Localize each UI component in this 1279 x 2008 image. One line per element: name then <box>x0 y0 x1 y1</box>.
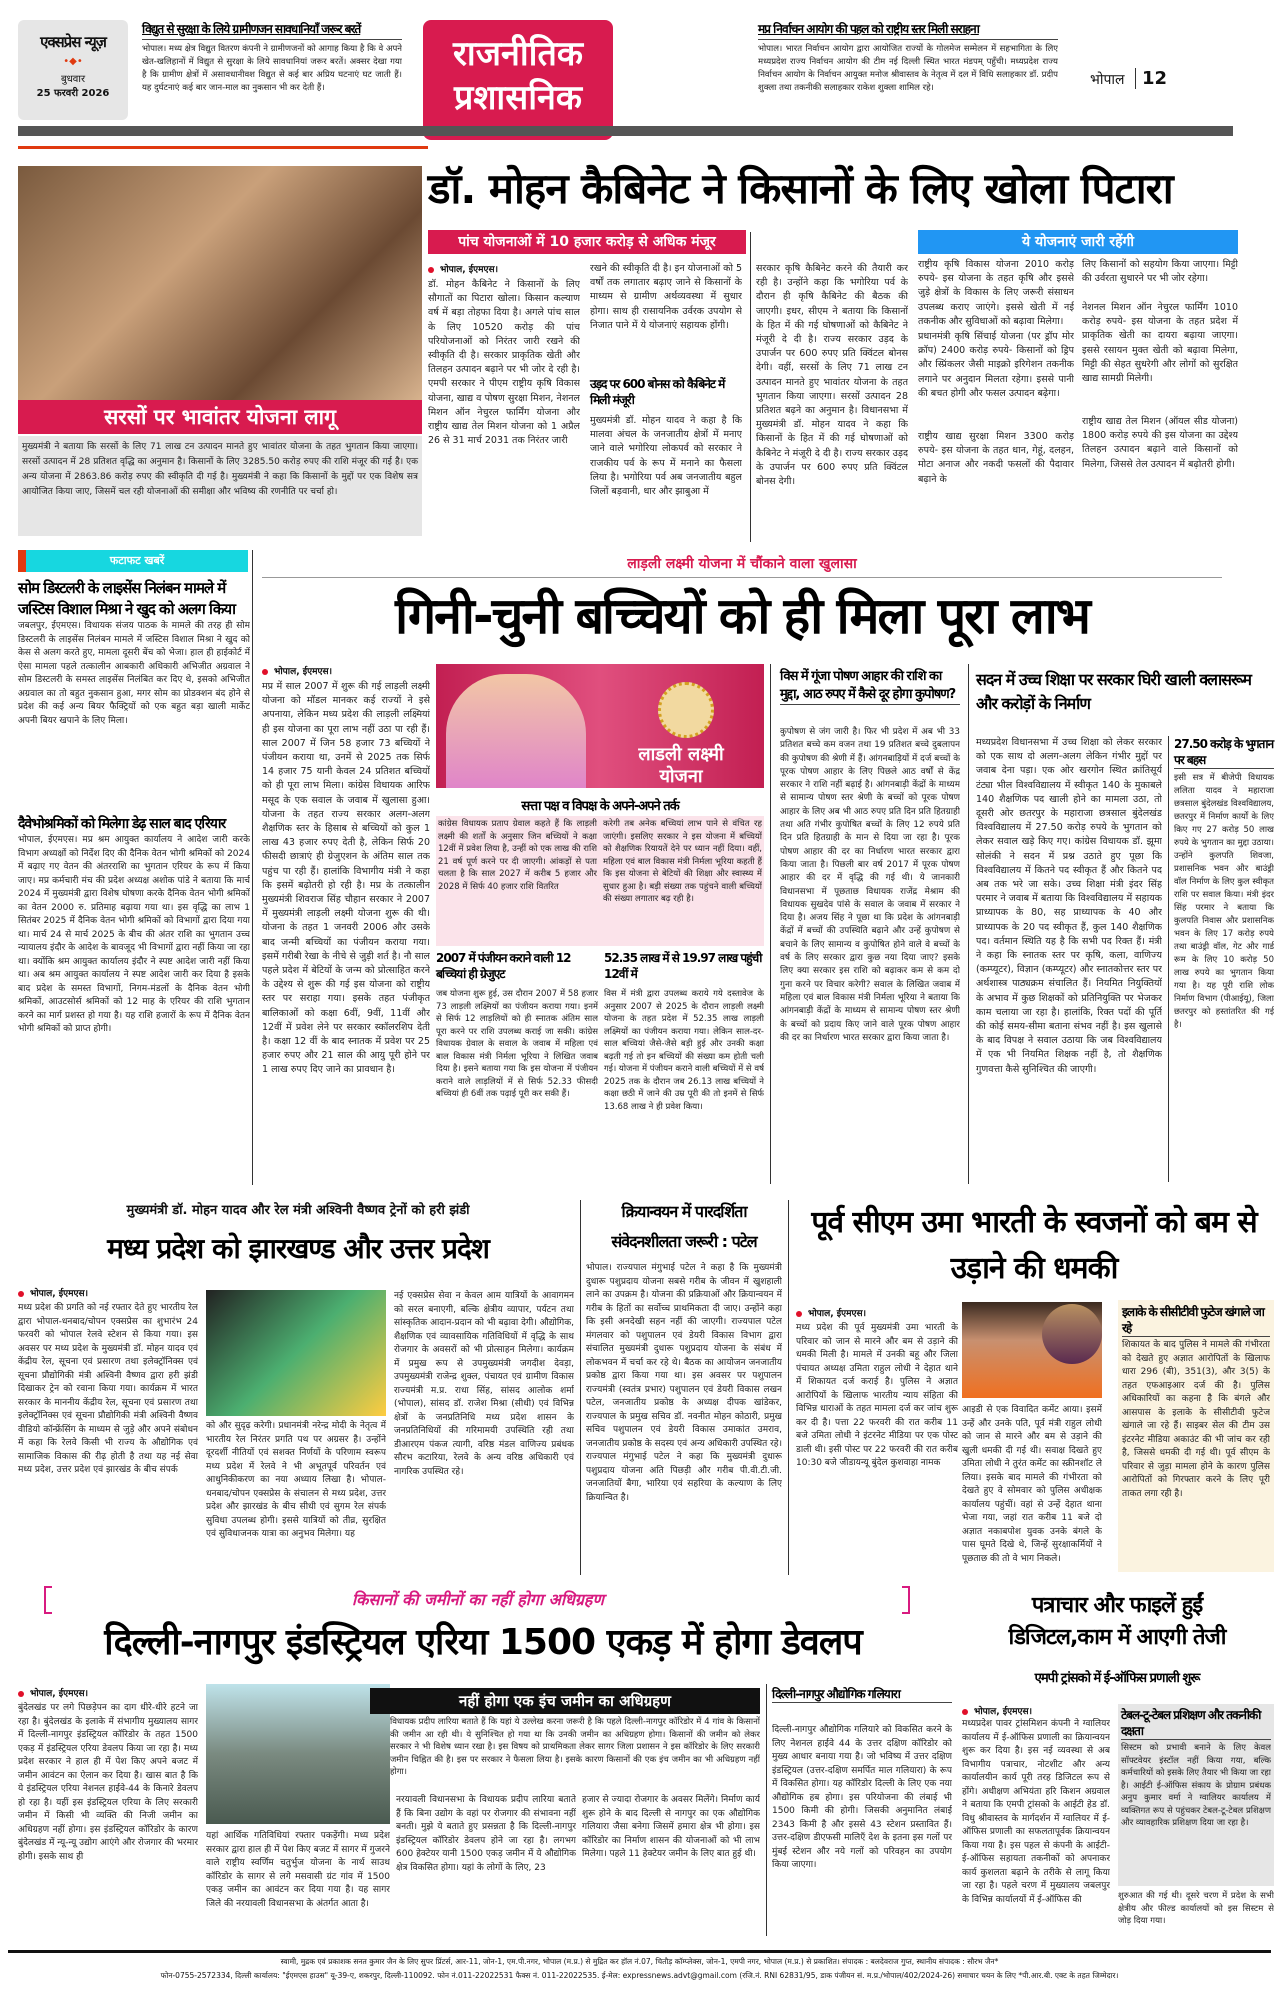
header-rule-red <box>18 146 428 149</box>
lead-headline: डॉ. मोहन कैबिनेट ने किसानों के लिए खोला पिटारा <box>428 164 1173 213</box>
brief-title: मप्र निर्वाचन आयोग की पहल को राष्ट्रीय स्तर मिली सराहना <box>758 20 1058 40</box>
uma-headline: पूर्व सीएम उमा भारती के स्वजनों को बम से उड़ाने की धमकी <box>811 1205 1257 1286</box>
divider <box>968 664 969 1184</box>
industrial-photo <box>206 1684 390 1824</box>
cabinet-photo <box>18 166 422 402</box>
section-badge <box>423 20 613 140</box>
section-line1: राजनीतिक <box>453 34 583 74</box>
bullet-icon <box>796 1311 802 1317</box>
quick-body-1: जबलपुर, ईएमएस। विधायक संजय पाठक के मामले की तरह ही सोम डिस्टलरी के लाइसेंस निलंबन मामले में जस्टिस विशाल मिश्रा ने खुद को केस से अलग करते हुए, मामला दूसरी बेंच को भेजा। हाल ही हाईकोर्ट में ऐसा मामला पहले तत्कालीन आबकारी अधिकारी अभिजीत अग्रवाल ने सोम डिस्टलरी के समस्त लाइसेंस निलंबित कर दिए थे, इसको अभिजीत अग्रवाल का तो बहुत नुकसान हुआ, मगर सोम का प्रोडक्शन बंद होने से प्रदेश की कई अन्य बियर फैक्ट्रियों को एक बहुत बड़ा खाली मार्केट अपनी बियर खपाने के लिए मिला। <box>18 621 250 726</box>
brief-body: भोपाल। भारत निर्वाचन आयोग द्वारा आयोजित राज्यों के गोलमेज सम्मेलन में सहभागिता के लिए मध्यप्रदेश राज्य निर्वाचन आयोग की टीम नई दिल्ली स्थित भारत मंडपम् पहुँची। मध्यप्रदेश राज्य निर्वाचन आयोग के निर्वाचन आयुक्त मनोज श्रीवास्तव के नेतृत्व में दल में विधि सलाहकार डॉ. प्रदीप शुक्ला तथा तकनीकी सलाहकार राकेश शुक्ला शामिल रहे। <box>758 44 1058 93</box>
patel-headline-1: क्रियान्वयन में पारदर्शिता <box>621 1202 747 1221</box>
imprint-line-2: फोन-0755-2572334, दिल्ली कार्यालय: "ईएमएस हाउस" यू-39-ए, शकरपुर, दिल्ली-110092. फोन नं.011-22022531 फैक्स नं. 011-22022535. ई-मेल: expressnews.advt@gmail.com (रजि.नं. RNI 62831/95, डाक पंजीयन सं. म.प्र./भोपाल/402/2024-26) समाचार चयन के लिए *पी.आर.बी. एक्ट के तहत जिम्मेदार। <box>160 1971 1119 1980</box>
eoffice-body: मध्यप्रदेश पावर ट्रांसमिशन कंपनी ने ग्वालियर कार्यालय में ई-ऑफिस प्रणाली का क्रियान्वयन शुरू कर दिया है। इस नई व्यवस्था से अब विभागीय पत्राचार, नोटशीट और अन्य कार्यालयीन कार्य पूरी तरह डिजिटल रूप से होंगे। अधीक्षण अभियंता हरि किशन अग्रवाल ने बताया कि एमपी ट्रांसको के आईटी हेड डॉ. विधु श्रीवास्तव के मार्गदर्शन में ग्वालियर में ई-ऑफिस प्रणाली का सफलतापूर्वक क्रियान्वयन किया गया है। इस पहल से कंपनी के आईटी-ई-ऑफिस सहायता तकनीकों को अपनाकर कार्य कुशलता बढ़ाने के तरीके से लागू किया जा रहा है। पहले चरण में मुख्यालय जबलपुर के विभिन्न कार्यालयों में ई-ऑफिस की <box>962 1719 1110 1905</box>
ladli-sub3: 52.35 लाख में से 19.97 लाख पहुंची 12वीं में <box>604 951 762 981</box>
lead-strap: पांच योजनाओं में 10 हजार करोड़ से अधिक मंजूर <box>428 230 746 254</box>
training-body: सिस्टम को प्रभावी बनाने के लिए केवल सॉफ्टवेयर इंस्टॉल नहीं किया गया, बल्कि कर्मचारियों को इसके लिए तैयार भी किया जा रहा है। आईटी ई-ऑफिस संकाय के प्रोग्राम प्रबंधक अनुप कुमार वर्मा ने ग्वालियर कार्यालय में व्यक्तिगत रूप से पहुंचकर टेबल-टू-टेबल प्रशिक्षण और व्यावहारिक प्रशिक्षण दिया जा रहा है। <box>1121 1743 1271 1828</box>
scheme-item: प्रधानमंत्री कृषि सिंचाई योजना (पर ड्रॉप मोर क्रॉप) 2400 करोड़ रुपये- किसानों को ड्रिप और स्प्रिंकलर जैसी माइक्रो इरिगेशन तकनीक लगाने पर अनुदान मिलता रहेगा। इससे पानी की बचत होगी और फसल उत्पादन बढ़ेगा। <box>918 331 1074 399</box>
brief-electricity <box>142 20 402 99</box>
photo-text: मुख्यमंत्री ने बताया कि सरसों के लिए 71 लाख टन उत्पादन मानते हुए भावांतर योजना के तहत भुगतान किया जाएगा। सरसों उत्पादन में 28 प्रतिशत वृद्धि का अनुमान है। किसानों के लिए 3285.50 करोड़ रुपए की राशि मंजूर की गई है। एक अन्य योजना में 2863.86 करोड़ रुपए की स्वीकृति दी गई है। मुख्यमंत्री ने कहा कि किसानों के मुद्दों पर एक विशेष सत्र आयोजित किया जाए, जिसमें चल रही योजनाओं की समीक्षा और भविष्य की रणनीति पर चर्चा हो। <box>18 436 422 536</box>
delhi-strap: नहीं होगा एक इंच जमीन का अधिग्रहण <box>370 1688 760 1714</box>
illustration-mother-child <box>446 674 586 788</box>
divider <box>252 550 253 1185</box>
quick-news-label: फटाफट खबरें <box>18 550 248 572</box>
page-location <box>1090 68 1167 89</box>
debate-box <box>436 816 764 946</box>
ladli-kicker: लाड़ली लक्ष्मी योजना में चौंकाने वाला खुलासा <box>262 554 1222 578</box>
divider <box>770 664 771 1184</box>
nutrition-headline: विस में गूंजा पोषण आहार की राशि का मुद्दा, आठ रुपए में कैसे दूर होगा कुपोषण? <box>780 668 960 705</box>
nutrition-body: कुपोषण से जंग जारी है। फिर भी प्रदेश में अब भी 33 प्रतिशत बच्चे कम वजन तथा 19 प्रतिशत बच्चे दुबलापन की कुपोषण की श्रेणी में हैं। आंगनबाड़ियों में दर्ज बच्चों के पूरक पोषण आहार के लिए पिछले आठ वर्षों से केंद्र सरकार ने राशि नहीं बढ़ाई है। आंगनबाड़ी केंद्रों के माध्यम से सामान्य पोषण स्तर श्रेणी के बच्चों को पूरक पोषण आहार के लिए अब भी आठ रुपए प्रति दिन प्रति हितग्राही तथा अति गंभीर कुपोषित बच्चों के लिए 12 रुपये प्रति दिन प्रति हितग्राही के मान से दिया जा रहा है। पूरक पोषण आहार की दर का निर्धारण भारत सरकार द्वारा किया जाता है। पिछली बार वर्ष 2017 में पूरक पोषण आहार की दर में वृद्धि की गई थी। ये जानकारी विधानसभा में पूछताछ विधायक राजेंद्र मेश्राम की विधायक सुखदेव पांसे के सवाल के जवाब में सरकार ने दिया है। अजय सिंह ने पूछा था कि प्रदेश के आंगनबाड़ी केंद्रों में बच्चों की उपस्थिति बढ़ाने और उन्हें कुपोषण से बचाने के लिए सामान्य व कुपोषित होने वाले वे बच्चों के वर्ष के लिए सरकार द्वारा कुछ नया दिया जाए? इसके लिए क्या सरकार इस राशि को बढ़ाकर कम से कम दो गुना करने पर विचार करेगी? सवाल के लिखित जवाब में महिला एवं बाल विकास मंत्री निर्मला भूरिया ने बताया कि आंगनबाड़ी केंद्रों के माध्यम से सामान्य पोषण स्तर श्रेणी के बच्चों को प्रदाय किए जाने वाले पूरक पोषण आहार की दर का निर्धारण भारत सरकार द्वारा किया जाता है। <box>780 727 960 1043</box>
brief-body: भोपाल। मध्य क्षेत्र विद्युत वितरण कंपनी ने ग्रामीणजनों को आगाह किया है कि वे अपने खेत-खलिहानों में विद्युत से सुरक्षा के लिये सावधानियां जरूर बरतें। अक्सर देखा गया है कि ग्रामीण क्षेत्रों में असावधानीवश विद्युत से कई बार अप्रिय घटनाएं घट जाती हैं। यह दुर्घटनाएं कई बार जान-माल का नुकसान भी कर देती हैं। <box>142 44 402 93</box>
imprint-line-1: स्वामी, मुद्रक एवं प्रकाशक सनत कुमार जैन के लिए सुपर प्रिंटर्स, आर-11, जोन-1, एम.पी.नगर, भोपाल (म.प्र.) से मुद्रित कर हॉल नं.07, चितौड़ कॉम्प्लेक्स, जोन-1, एमपी नगर, भोपाल (म.प्र.) से प्रकाशित। संपादक : बलदेवराज गुप्त, स्थानीय संपादक : सौरभ जैन* <box>280 1957 999 1966</box>
schemes-title: ये योजनाएं जारी रहेंगी <box>918 230 1238 254</box>
education-headline: सदन में उच्च शिक्षा पर सरकार घिरी खाली क्लासरूम और करोड़ों के निर्माण <box>976 670 1251 713</box>
bullet-icon <box>18 1691 24 1697</box>
scheme-item: राष्ट्रीय खाद्य सुरक्षा मिशन 3300 करोड़ रुपये- इस योजना के तहत धान, गेहूं, दलहन, मोटा अनाज और नकदी फसलों की पैदावार बढ़ाने के <box>918 431 1074 485</box>
trains-col3: नई एक्सप्रेस सेवा न केवल आम यात्रियों के आवागमन को सरल बनाएगी, बल्कि क्षेत्रीय व्यापार, पर्यटन तथा सांस्कृतिक आदान-प्रदान को भी बढ़ावा देगी। औद्योगिक, शैक्षणिक एवं व्यावसायिक गतिविधियों में वृद्धि के साथ रोजगार के अवसरों को भी प्रोत्साहन मिलेगा। कार्यक्रम में प्रमुख रूप से उपमुख्यमंत्री जगदीश देवड़ा, उपमुख्यमंत्री राजेन्द्र शुक्ल, पंचायत एवं ग्रामीण विकास राज्यमंत्री म.प्र. राधा सिंह, सांसद आलोक शर्मा (भोपाल), सांसद डॉ. राजेश मिश्रा (सीधी) एवं विभिन्न क्षेत्रों के जनप्रतिनिधि मध्य प्रदेश शासन के जनप्रतिनिधियों की गरिमामयी उपस्थिति रही तथा डीआरएम पंकज त्यागी, वरिष्ठ मंडल वाणिज्य प्रबंधक सौरभ कटारिया, रेलवे के अन्य वरिष्ठ अधिकारी एवं नागरिक उपस्थित रहे। <box>394 1291 574 1477</box>
education-side-title: 27.50 करोड़ के भुगतान पर बहस <box>1174 737 1274 767</box>
quick-title-1: सोम डिस्टलरी के लाइसेंस निलंबन मामले में जस्टिस विशाल मिश्रा ने खुद को अलग किया <box>18 579 235 618</box>
cctv-title: इलाके के सीसीटीवी फुटेज खंगाले जा रहे <box>1122 1304 1270 1337</box>
education-body: मध्यप्रदेश विधानसभा में उच्च शिक्षा को लेकर सरकार को एक साथ दो अलग-अलग लेकिन गंभीर मुद्दों पर जवाब देना पड़ा। एक ओर खरगोन स्थित क्रांतिसूर्य टंट्या भील विश्वविद्यालय में स्वीकृत 140 के मुकाबले 140 शैक्षणिक पद खाली होने का मामला उठा, तो दूसरी ओर छतरपुर के महाराजा छत्रसाल बुंदेलखंड विश्वविद्यालय में 27.50 करोड़ रुपये के भुगतान को लेकर सवाल खड़े किए गए। कांग्रेस विधायक डॉ. झूमा सोलंकी ने सदन में प्रश्न उठाते हुए पूछा कि विश्वविद्यालय में कितने पद स्वीकृत हैं और कितने पद अब तक भरे जा सके। उच्च शिक्षा मंत्री इंदर सिंह परमार ने जवाब में बताया कि विश्वविद्यालय में सहायक प्राध्यापक के 80, सह प्राध्यापक के 40 और प्राध्यापक के 20 पद स्वीकृत हैं, कुल 140 शैक्षणिक पद। वर्तमान स्थिति यह है कि सभी पद रिक्त हैं। मंत्री ने कहा कि स्नातक स्तर पर कृषि, कला, वाणिज्य (कम्प्यूटर), विज्ञान (कम्प्यूटर) और स्नातकोत्तर स्तर पर अर्थशास्त्र पाठ्यक्रम संचालित हैं। नियमित नियुक्तियों के अभाव में कुछ शिक्षकों को प्रतिनियुक्ति पर भेजकर काम चलाया जा रहा है। हालांकि, रिक्त पदों की पूर्ति की कोई समय-सीमा बताना संभव नहीं है। इस खुलासे के बाद विपक्ष ने सवाल उठाया कि जब विश्वविद्यालय में एक भी नियमित शिक्षक नहीं है, तो शैक्षणिक गुणवत्ता कैसे सुनिश्चित की जाएगी। <box>976 737 1162 1075</box>
ornament-icon: •◆• <box>63 56 83 67</box>
city-label: भोपाल <box>1090 72 1125 88</box>
eoffice-body-2: शुरुआत की गई थी। दूसरे चरण में प्रदेश के सभी क्षेत्रीय और फील्ड कार्यालयों को इस सिस्टम से जोड़ दिया गया। <box>1118 1891 1274 1926</box>
training-box <box>1118 1704 1274 1886</box>
scheme-item: राष्ट्रीय कृषि विकास योजना 2010 करोड़ रुपये- इस योजना के तहत कृषि और इससे जुड़े क्षेत्रों के विकास के लिए जरूरी संसाधन उपलब्ध कराए जाएंगे। इससे खेती में नई तकनीक और सुविधाओं को बढ़ावा मिलेगा। <box>918 259 1074 327</box>
footer-rule <box>8 1950 1271 1953</box>
ladli-sub2-body: जब योजना शुरू हुई, उस दौरान 2007 में 58 हजार 73 लाड़ली लक्ष्मियों का पंजीयन कराया गया। इनमें से सिर्फ 12 लाड़लियों को ही स्नातक अंतिम साल पूरा करने पर राशि उपलब्ध कराई जा सकी। कांग्रेस विधायक ग्रेवाल के सवाल के जवाब में महिला एवं बाल विकास मंत्री निर्मला भूरिया ने लिखित जवाब दिया है। इसने बताया गया कि इस योजना में पंजीयन कराने वाले लाड़लियों में से सिर्फ 52.33 फीसदी बच्चियां ही 6वीं तक पढ़ाई पूरी कर सकी हैं। <box>436 989 598 1099</box>
schemes-box <box>918 230 1238 542</box>
header-rule-gray <box>18 126 1233 136</box>
cctv-body: शिकायत के बाद पुलिस ने मामले की गंभीरता को देखते हुए अज्ञात आरोपितों के खिलाफ धारा 296 (बी), 351(3), और 3(5) के तहत एफआइआर दर्ज की है। पुलिस अधिकारियों का कहना है कि बंगले और आसपास के इलाके के सीसीटीवी फुटेज खंगाले जा रहे हैं। साइबर सेल की टीम उस इंटरनेट मीडिया अकाउंट की भी जांच कर रही है, जिससे धमकी दी गई थी। पूर्व सीएम के परिवार से जुड़ा मामला होने के कारण पुलिस आरोपितों को गिरफ्तार करने के लिए पूरी ताकत लगा रही है। <box>1122 1340 1270 1499</box>
bullet-icon <box>18 1291 24 1297</box>
lead-col1: डॉ. मोहन कैबिनेट ने किसानों के लिए सौगातों का पिटारा खोला। किसान कल्याण वर्ष में बड़ा तोहफा दिया है। अगले पांच साल के लिए 10520 करोड़ की पांच परियोजनाओं को निरंतर जारी रखने की स्वीकृति दी है। सरकार प्राकृतिक खेती और तिलहन उत्पादन बढ़ाने पर भी जोर दे रही है। एमपी सरकार ने पीएम राष्ट्रीय कृषि विकास योजना, खाद्य व पोषण सुरक्षा मिशन, नेशनल मिशन ऑन नेचुरल फार्मिंग योजना और राष्ट्रीय खाद्य तेल मिशन योजना को 1 अप्रैल 26 से 31 मार्च 2031 तक निरंतर जारी <box>428 279 580 447</box>
delhi-strap-body: विधायक प्रदीप लारिया बताते हैं कि यहां ये उल्लेख करना जरूरी है कि पहले दिल्ली-नागपुर कॉरिडोर में 4 गांव के किसानों की जमीन आ रही थी। ये सुनिश्चित हो गया था कि उनकी जमीन का अधिग्रहण होगा। किसानों की जमीन को लेकर सरकार ने भी विशेष ध्यान रखा है। इस विषय को प्राथमिकता लेकर सागर जिला प्रशासन ने इस कॉरिडोर के लिए सरकारी जमीन चिह्नित की है। इस पर सरकार ने फैसला लिया है। इसके कारण किसानों की एक इंच जमीन का भी अधिग्रहण नहीं होगा। <box>390 1716 760 1788</box>
uma-col1: मध्य प्रदेश की पूर्व मुख्यमंत्री उमा भारती के परिवार को जान से मारने और बम से उड़ाने की धमकी मिली है। मामले में उनकी बहू और जिला पंचायत अध्यक्ष उमिता राहुल लोधी ने देहात थाने में शिकायत दर्ज कराई है। पुलिस ने अज्ञात आरोपियों के खिलाफ भारतीय न्याय संहिता की विभिन्न धाराओं के तहत मामला दर्ज कर जांच शुरू कर दी है। पत्ता 22 फरवरी की रात करीब 11 बजे उमिता लोधी ने इंटरनेट मीडिया पर एक पोस्ट डाली थी। इसी पोस्ट पर 22 फरवरी की रात करीब 10:30 बजे जीडायन्यू बुंदेल कुशवाहा नामक <box>796 1323 958 1468</box>
divider <box>766 1684 767 1936</box>
scheme-item: लिए किसानों को सहयोग किया जाएगा। मिट्टी की उर्वरता सुधारने पर भी जोर रहेगा। <box>1082 259 1238 285</box>
debate-col1: कांग्रेस विधायक प्रताप ग्रेवाल कहते हैं कि लाड़ली लक्ष्मी की शर्तों के अनुसार जिन बच्चियों ने कक्षा 12वीं में प्रवेश लिया है, उन्हीं को एक लाख की राशि 21 वर्ष पूर्ण करने पर दी जाएगी। आंकड़ों से पता चलता है कि साल 2027 में करीब 5 हजार और 2028 में सिर्फ 40 हजार राशि वितरित <box>438 819 597 892</box>
scheme-item: राष्ट्रीय खाद्य तेल मिशन (ऑयल सीड योजना) 1800 करोड़ रुपये की इस योजना का उद्देश्य तिलहन उत्पादन बढ़ाने वाले किसानों को मिलेगा, जिससे तेल उत्पादन में बढ़ोतरी होगी। <box>1082 416 1238 470</box>
issue-date: 25 फरवरी 2026 <box>36 88 110 99</box>
divider <box>788 1200 789 1575</box>
brief-election <box>758 20 1058 99</box>
trains-headline: मध्य प्रदेश को झारखण्ड और उत्तर प्रदेश <box>107 1232 489 1265</box>
delhi-kicker: किसानों की जमीनों का नहीं होगा अधिग्रहण <box>352 1590 604 1609</box>
lead-col3: सरकार कृषि कैबिनेट करने की तैयारी कर रही है। उन्होंने कहा कि भगोरिया पर्व के दौरान ही कृषि कैबिनेट की बैठक की जाएगी। इधर, सीएम ने बताया कि किसानों के हित में की गई घोषणाओं को कैबिनेट ने मंजूरी दे दी है। राज्य सरकार उड़द के उपार्जन पर 600 रुपए प्रति क्विंटल बोनस देगी। वहीं, सरसों के लिए 71 लाख टन उत्पादन मानते हुए भावांतर योजना के तहत भुगतान किया जाएगा। सरसों उत्पादन 28 प्रतिशत बढ़ने का अनुमान है। विधानसभा में मुख्यमंत्री डॉ. मोहन यादव ने कहा कि किसानों के हित में की गई घोषणाओं को कैबिनेट ने मंजूरी दे दी है। राज्य सरकार उड़द के उपार्जन पर 600 रुपए प्रति क्विंटल बोनस देगी। <box>756 263 908 488</box>
divider <box>580 1200 581 1575</box>
training-title: टेबल-टू-टेबल प्रशिक्षण और तकनीकी दक्षता <box>1121 1707 1271 1740</box>
trains-col1: मध्य प्रदेश की प्रगति को नई रफ्तार देते हुए भारतीय रेल द्वारा भोपाल-धनबाद/चोपन एक्सप्रेस का शुभारंभ 24 फरवरी को भोपाल रेलवे स्टेशन से किया गया। इस अवसर पर मध्य प्रदेश के मुख्यमंत्री डॉ. मोहन यादव एवं केंद्रीय रेल, सूचना एवं प्रसारण तथा इलेक्ट्रॉनिक्स एवं सूचना प्रौद्योगिकी मंत्री अश्विनी वैष्णव द्वारा हरी झंडी दिखाकर ट्रेन को रवाना किया गया। कार्यक्रम में भारत सरकार के माननीय केंद्रीय रेल, सूचना एवं प्रसारण तथा इलेक्ट्रॉनिक्स एवं सूचना प्रौद्योगिकी मंत्री अश्विनी वैष्णव वीडियो कॉन्फ्रेंसिंग के माध्यम से जुड़े और अपने संबोधन में कहा कि रेलवे किसी भी राज्य के औद्योगिक एवं सामाजिक विकास की रीढ़ होती है तथा यह नई सेवा मध्य प्रदेश, उत्तर प्रदेश एवं झारखंड के बीच संपर्क <box>18 1303 198 1475</box>
section-line2: प्रशासनिक <box>453 78 583 118</box>
masthead-box <box>18 20 128 120</box>
quick-body-2: भोपाल, ईएमएस। मप्र श्रम आयुक्त कार्यालय ने आदेश जारी करके विभाग अध्यक्षों को निर्देश दिए की दैनिक वेतन भोगी श्रमिकों को 2024 में बढ़ाए गए वेतन की अंतरराशि का भुगतान एरियर के रूप में किया जाए। मप्र कर्मचारी मंच की प्रदेश अध्यक्ष अशोक पांडे ने बताया कि मार्च 2024 में मुख्यमंत्री द्वारा विशेष घोषणा करके दैनिक वेतन भोगी श्रमिकों का वेतन 2000 रु. प्रतिमाह बढ़ाया गया था। इस वृद्धि का लाभ 1 सितंबर 2025 में दैनिक वेतन भोगी श्रमिकों को विभागों द्वारा दिया गया था। मार्च 24 से मार्च 2025 के बीच की अंतर राशि का भुगतान उच्च न्यायालय इंदौर के आदेश के बावजूद भी विभागों द्वारा नहीं किया जा रहा था। क्योंकि श्रम आयुक्त कार्यालय इंदौर ने स्पष्ट आदेश जारी नहीं किया था। अब श्रम आयुक्त कार्यालय ने स्पष्ट आदेश जारी कर दिया है इसके बाद प्रदेश के समस्त विभागों, निगम-मंडलों के दैनिक वेतन भोगी श्रमिकों, आउटसोर्स श्रमिकों को 12 माह के एरियर की राशि भुगतान करने का मार्ग प्रशस्त हो गया है। यह राशि हजारों के रूप में दैनिक वेतन भोगी श्रमिकों को प्राप्त होगी। <box>18 835 250 1034</box>
bullet-icon <box>428 267 434 273</box>
bracket-left <box>44 1586 52 1614</box>
quick-title-2: दैवेभोश्रमिकों को मिलेगा डेढ़ साल बाद एरियार <box>18 816 226 832</box>
divider <box>750 232 751 542</box>
bracket-right <box>902 1586 910 1614</box>
corridor-title: दिल्ली-नागपुर औद्योगिक गलियारा <box>772 1686 952 1703</box>
uma-dateline: भोपाल, ईएमएस। <box>796 1306 866 1319</box>
ladli-col1: मप्र में साल 2007 में शुरू की गई लाड़ली लक्ष्मी योजना को मॉडल मानकर कई राज्यों ने इसे अपनाया, लेकिन मध्य प्रदेश की लाड़ली लक्ष्मियां ही इस योजना का पूरा लाभ नहीं उठा पा रही हैं। साल 2007 में जिन 58 हजार 73 बच्चियों ने पंजीयन कराया था, उनमें से 2025 तक सिर्फ 14 हजार 75 यानी केवल 24 प्रतिशत बच्चियों को ही पूरा लाभ मिला। कांग्रेस विधायक आरिफ मसूद के एक सवाल के जवाब में खुलासा हुआ। योजना के तहत राज्य सरकार अलग-अलग शैक्षणिक स्तर के हिसाब से बच्चियों को कुल 1 लाख 43 हजार रुपए देती है, लेकिन सिर्फ 20 फीसदी छात्राएं ही ग्रेजुएशन के अंतिम साल तक पहुंच पा रही हैं। हालांकि विभागीय मंत्री ने कहा कि इसमें बढ़ोतरी हो रही है। मप्र के तत्कालीन मुख्यमंत्री शिवराज सिंह चौहान सरकार ने 2007 में मुख्यमंत्री लाड़ली लक्ष्मी योजना शुरू की थी। योजना के तहत 1 जनवरी 2006 और उसके बाद जन्मी बच्चियों का पंजीयन कराया गया। इसमें गरीबी रेखा के नीचे से जुड़ी शर्त है। नौ साल पहले प्रदेश में बेटियों के जन्म को प्रोत्साहित करने के उद्देश्य से शुरू की गई इस योजना को राष्ट्रीय स्तर पर सराहा गया। इसके तहत पंजीकृत बालिकाओं को कक्षा 6वीं, 9वीं, 11वीं और 12वीं में प्रवेश लेने पर सरकार स्कॉलरशिप देती है। कक्षा 12 वीं के बाद स्नातक में प्रवेश पर 25 हजार रुपए और 21 साल की आयु पूरी होने पर 1 लाख रुपए दिए जाने का प्रावधान है। <box>262 681 430 1076</box>
photo-caption: सरसों पर भावांतर योजना लागू <box>18 400 422 434</box>
delhi-col1: बुंदेलखंड पर लगे पिछड़ेपन का दाग धीरे-धीरे हटने जा रहा है। बुंदेलखंड के इलाके में संभागीय मुख्यालय सागर में दिल्ली-नागपुर इंडस्ट्रियल कॉरिडोर के तहत 1500 एकड़ में इंडस्ट्रियल एरिया डेवलप किया जा रहा है। मध्य प्रदेश सरकार ने हाल ही में पेश किए अपने बजट में जमीन आवंटन का ऐलान कर दिया है। खास बात है कि ये इंडस्ट्रियल एरिया नेशनल हाईवे-44 के किनारे डेवलप हो रहा है। यहीं इस इंडस्ट्रियल एरिया के लिए सरकारी जमीन में किसी भी व्यक्ति की निजी जमीन का अधिग्रहण नहीं होगा। इस इंडस्ट्रियल कॉरिडोर के कारण बुंदेलखंड में न्यू-न्यू उद्योग आएंगे और रोजगार की भरमार होगी। इसके साथ ही <box>18 1703 198 1862</box>
debate-subhead: सत्ता पक्ष व विपक्ष के अपने-अपने तर्क <box>521 799 679 814</box>
eoffice-headline-2: डिजिटल,काम में आएगी तेजी <box>1008 1625 1226 1650</box>
image-label: लाडली लक्ष्मी <box>638 744 724 765</box>
trains-photo <box>206 1290 386 1416</box>
corridor-body: दिल्ली-नागपुर औद्योगिक गलियारे को विकसित करने के लिए नेशनल हाईवे 44 के उत्तर दक्षिण कॉरिडोर को मुख्य आधार बनाया गया है। जो भविष्य में उत्तर दक्षिण इंडस्ट्रियल (उत्तर-दक्षिण समर्पित माल गलियारा) के रूप में विकसित होगा। यह कॉरिडोर दिल्ली के लिए एक नया औद्योगिक हब होगा। इस परियोजना की लंबाई भी 1500 किमी की होगी। जिसकी अनुमानित लंबाई 2343 किमी है और इससे 43 स्टेशन प्रस्तावित हैं। उत्तर-दक्षिण डीएफसी मालिएँ देश के इतना इस गलों पर मुंबई स्टेशन और नये गलों को परिवहन का उपयोग किया जाएगा। <box>772 1725 952 1870</box>
ladli-dateline: भोपाल, ईएमएस। <box>262 664 332 677</box>
patel-body: भोपाल। राज्यपाल मंगुभाई पटेल ने कहा है कि मुख्यमंत्री दुधारू पशुप्रदाय योजना सबसे गरीब के जीवन में खुशहाली लाने का उपक्रम है। योजना की प्रक्रियाओं और क्रियान्वयन में गरीब के हितों का सर्वोच्च प्राथमिकता दी जाए। उन्होंने कहा कि इसी अनदेखी सहन नहीं की जाएगी। राज्यपाल पटेल मंगलवार को पशुपालन एवं डेयरी विकास विभाग द्वारा संचालित मुख्यमंत्री दुधारू पशुप्रदाय योजना के संबंध में लोकभवन में चर्चा कर रहे थे। बैठक का आयोजन जनजातीय प्रकोष्ठ द्वारा किया गया था। इस अवसर पर पशुपालन राज्यमंत्री (स्वतंत्र प्रभार) पशुपालन एवं डेयरी विकास लखन पटेल, जनजातीय प्रकोष्ठ के अध्यक्ष दीपक खांडेकर, राज्यपाल के प्रमुख सचिव डॉ. नवनीत मोहन कोठारी, प्रमुख सचिव पशुपालन एवं डेयरी विकास उमाकांत उमराव, जनजातीय प्रकोष्ठ के सदस्य एवं अन्य अधिकारी उपस्थित रहे। राज्यपाल मंगुभाई पटेल ने कहा कि मुख्यमंत्री दुधारू पशुप्रदाय योजना अति पिछड़ी और गरीब पी.वी.टी.जी. जनजातियों बैगा, भारिया एवं सहरिया के कल्याण के लिए क्रियान्वित है। <box>586 1263 782 1503</box>
image-label: योजना <box>659 766 703 787</box>
divider <box>1168 736 1169 1182</box>
trains-dateline: भोपाल, ईएमएस। <box>18 1286 88 1299</box>
delhi-col2: यहां आर्थिक गतिविधियां रफ्तार पकड़ेंगी। मध्य प्रदेश सरकार द्वारा हाल ही में पेश किए बजट में सागर में गुजरने वाले राष्ट्रीय स्वर्णिम चतुर्भुज योजना के नार्थ साउथ कॉरिडोर के सागर से लगे मसवासी ग्रंट गांव में 1500 एकड़ जमीन का आवंटन कर दिया गया है। यह सागर जिले की नरयावली विधानसभा के अंतर्गत आता है। <box>206 1831 390 1909</box>
delhi-col4: हजार से ज्यादा रोजगार के अवसर मिलेंगे। निर्माण कार्य शुरू होने के बाद दिल्ली से नागपुर का एक औद्योगिक गलियारा जैसा बनेगा जिसमें हमारा क्षेत्र भी होगा। इस कॉरिडोर का निर्माण शासन की योजनाओं को भी लाभ मिलेगा। पहले 11 हेक्टेयर जमीन के लिए बात हुई थी। <box>582 1795 760 1859</box>
lead-col2b: मुख्यमंत्री डॉ. मोहन यादव ने कहा है कि मालवा अंचल के जनजातीय क्षेत्रों में मनाए जाने वाले भगोरिया लोकपर्व को सरकार ने राजकीय पर्व के रूप में मनाने का फैसला लिया है। भगोरिया पर्व अब जनजातीय बहुल जिलों बड़वानी, धार और झाबुआ में <box>590 415 742 498</box>
ladli-image <box>436 664 764 788</box>
lead-dateline: भोपाल, ईएमएस। <box>428 262 498 275</box>
lead-subhead: उड़द पर 600 बोनस को कैबिनेट में मिली मंजूरी <box>590 377 725 407</box>
ladli-headline: गिनी-चुनी बच्चियों को ही मिला पूरा लाभ <box>395 587 1089 645</box>
uma-col2: आइडी से एक विवादित कमेंट आया। इसमें उन्हें और उनके पति, पूर्व मंत्री राहुल लोधी को जान से मारने और बम से उड़ाने की खुली धमकी दी गई थी। सवाक्ष दिखते हुए उमिता लोधी ने तुरंत कमेंट का स्क्रीनशॉट ले लिया। इसके बाद मामले की गंभीरता को देखते हुए वे सोमवार को पुलिस अधीक्षक कार्यालय पहुंचीं। वहां से उन्हें देहात थाना भेजा गया, जहां रात करीब 11 बजे दो अज्ञात नकाबपोश युवक उनके बंगले के पास घूमते दिखे थे, जिन्हें सुरक्षाकर्मियों ने पूछताछ की तो वे भाग निकले। <box>962 1405 1102 1564</box>
ladli-sub3-body: विस में मंत्री द्वारा उपलब्ध कराये गये दस्तावेज के अनुसार 2007 से 2025 के दौरान लाड़ली लक्ष्मी योजना के तहत प्रदेश में 52.35 लाख लाड़ली लक्ष्मियों का पंजीयन कराया गया। लेकिन साल-दर-साल बच्चियां जैसे-जैसे बड़ी हुई और उनकी कक्षा बढ़ती गई तो इन बच्चियों की संख्या कम होती चली गई। योजना में पंजीयन कराने वाली बच्चियों में से वर्ष 2025 तक के दौरान जब 26.13 लाख बच्चियों ने कक्षा छठी में जाने की उम्र पूरी की तो इनमें से सिर्फ 13.68 लाख ने ही प्रवेश किया। <box>604 989 764 1112</box>
trains-kicker: मुख्यमंत्री डॉ. मोहन यादव और रेल मंत्री अश्विनी वैष्णव ट्रेनों को हरी झंडी <box>126 1203 470 1218</box>
mp-emblem-icon <box>658 682 714 738</box>
page-number: 12 <box>1135 68 1167 89</box>
delhi-headline: दिल्ली-नागपुर इंडस्ट्रियल एरिया 1500 एकड़ में होगा डेवलप <box>104 1622 862 1663</box>
debate-col2: करेगी तब अनेक बच्चियां लाभ पाने से वंचित रह जाएंगी। इसलिए सरकार ने इस योजना में बच्चियों को शैक्षणिक रियायतें देने पर ध्यान नहीं दिया। वहीं, महिला एवं बाल विकास मंत्री निर्मला भूरिया कहती हैं कि इस योजना से बेटियों की शिक्षा और स्वास्थ्य में सुधार हुआ है। बड़ी संख्या तक पहुंचने वाली बच्चियों की संख्या लगातार बढ़ रही है। <box>603 819 762 904</box>
lead-col2: रखने की स्वीकृति दी है। इन योजनाओं को 5 वर्षों तक लगातार बढ़ाए जाने से किसानों के माध्यम से ग्रामीण अर्थव्यवस्था में सुधार होगा। साथ ही रासायनिक उर्वरक उपयोग से निजात पाने में ये योजनाएं सहायक होंगी। <box>590 263 742 331</box>
bullet-icon <box>262 669 268 675</box>
trains-col2: को और सुदृढ़ करेगी। प्रधानमंत्री नरेन्द्र मोदी के नेतृत्व में भारतीय रेल निरंतर प्रगति पथ पर अग्रसर है। उन्होंने दूरदर्शी नीतियों एवं सशक्त निर्णयों के परिणाम स्वरूप मध्य प्रदेश में रेलवे ने भी अभूतपूर्व परिवर्तन एवं आधुनिकीकरण का नया अध्याय लिखा है। भोपाल-धनबाद/चोपन एक्सप्रेस के संचालन से मध्य प्रदेश, उत्तर प्रदेश और झारखंड के बीच सीधी एवं सुगम रेल संपर्क सुविधा उपलब्ध होगी। इससे यात्रियों को तीव्र, सुरक्षित एवं सुविधाजनक यात्रा का अनुभव मिलेगा। यह <box>206 1421 386 1539</box>
inset-photo <box>1042 1304 1102 1364</box>
eoffice-headline-1: पत्राचार और फाइलें हुईं <box>1031 1593 1203 1618</box>
bullet-icon <box>962 1709 968 1715</box>
patel-headline-2: संवेदनशीलता जरूरी : पटेल <box>611 1232 757 1251</box>
cctv-box <box>1118 1300 1274 1572</box>
quick-news-column <box>18 578 250 1170</box>
education-side-body: इसी सत्र में बीजेपी विधायक ललिता यादव ने महाराजा छत्रसाल बुंदेलखंड विश्वविद्यालय, छतरपुर में निर्माण कार्यों के लिए किए गए 27 करोड़ 50 लाख रुपये के भुगतान का मुद्दा उठाया। उन्होंने कुलपति शिवजा, प्रशासनिक भवन और बाउंड्री वॉल निर्माण के लिए कुल स्वीकृत राशि पर सवाल किया। मंत्री इंदर सिंह परमार ने बताया कि कुलपति निवास और प्रशासनिक भवन के लिए 17 करोड़ रुपये तथा बाउंड्री वॉल, गेट और गार्ड रूम के लिए 10 करोड़ 50 लाख रुपये का भुगतान किया गया है। यह पूरी राशि लोक निर्माण विभाग (पीआईयू), जिला छतरपुर को हस्तांतरित की गई है। <box>1174 773 1274 1030</box>
paper-name: एक्सप्रेस न्यूज़ <box>40 33 106 51</box>
delhi-col3: नरयावली विधानसभा के विधायक प्रदीप लारिया बताते हैं कि बिना उद्योग के वहां पर रोजगार की संभावना नहीं बनती। मुझे ये बताते हुए प्रसन्नता है कि दिल्ली-नागपुर इंडस्ट्रियल कॉरिडोर डेवलप होने जा रहा है। लगभग 600 हेक्टेयर यानी 1500 एकड़ जमीन में ये औद्योगिक क्षेत्र विकसित होगा। यहां के लोगों के लिए, 23 <box>396 1795 576 1873</box>
eoffice-dateline: भोपाल, ईएमएस। <box>962 1704 1032 1717</box>
eoffice-sub: एमपी ट्रांसको में ई-ऑफिस प्रणाली शुरू <box>1034 1671 1200 1686</box>
brief-title: विद्युत से सुरक्षा के लिये ग्रामीणजन सावधानियाँ जरूर बरतें <box>142 20 402 40</box>
issue-day: बुधवार <box>60 74 86 85</box>
scheme-item: नेशनल मिशन ऑन नेचुरल फार्मिंग 1010 करोड़ रुपये- इस योजना के तहत प्रदेश में प्राकृतिक खेती का दायरा बढ़ाया जाएगा। इससे रसायन मुक्त खेती को बढ़ावा मिलेगा, मिट्टी की सेहत सुधरेगी और लोगों को सुरक्षित खाद्य सामग्री मिलेगी। <box>1082 302 1238 385</box>
delhi-dateline: भोपाल, ईएमएस। <box>18 1686 88 1699</box>
ladli-sub2: 2007 में पंजीयन कराने वाली 12 बच्चियां ही ग्रेजुएट <box>436 951 571 981</box>
